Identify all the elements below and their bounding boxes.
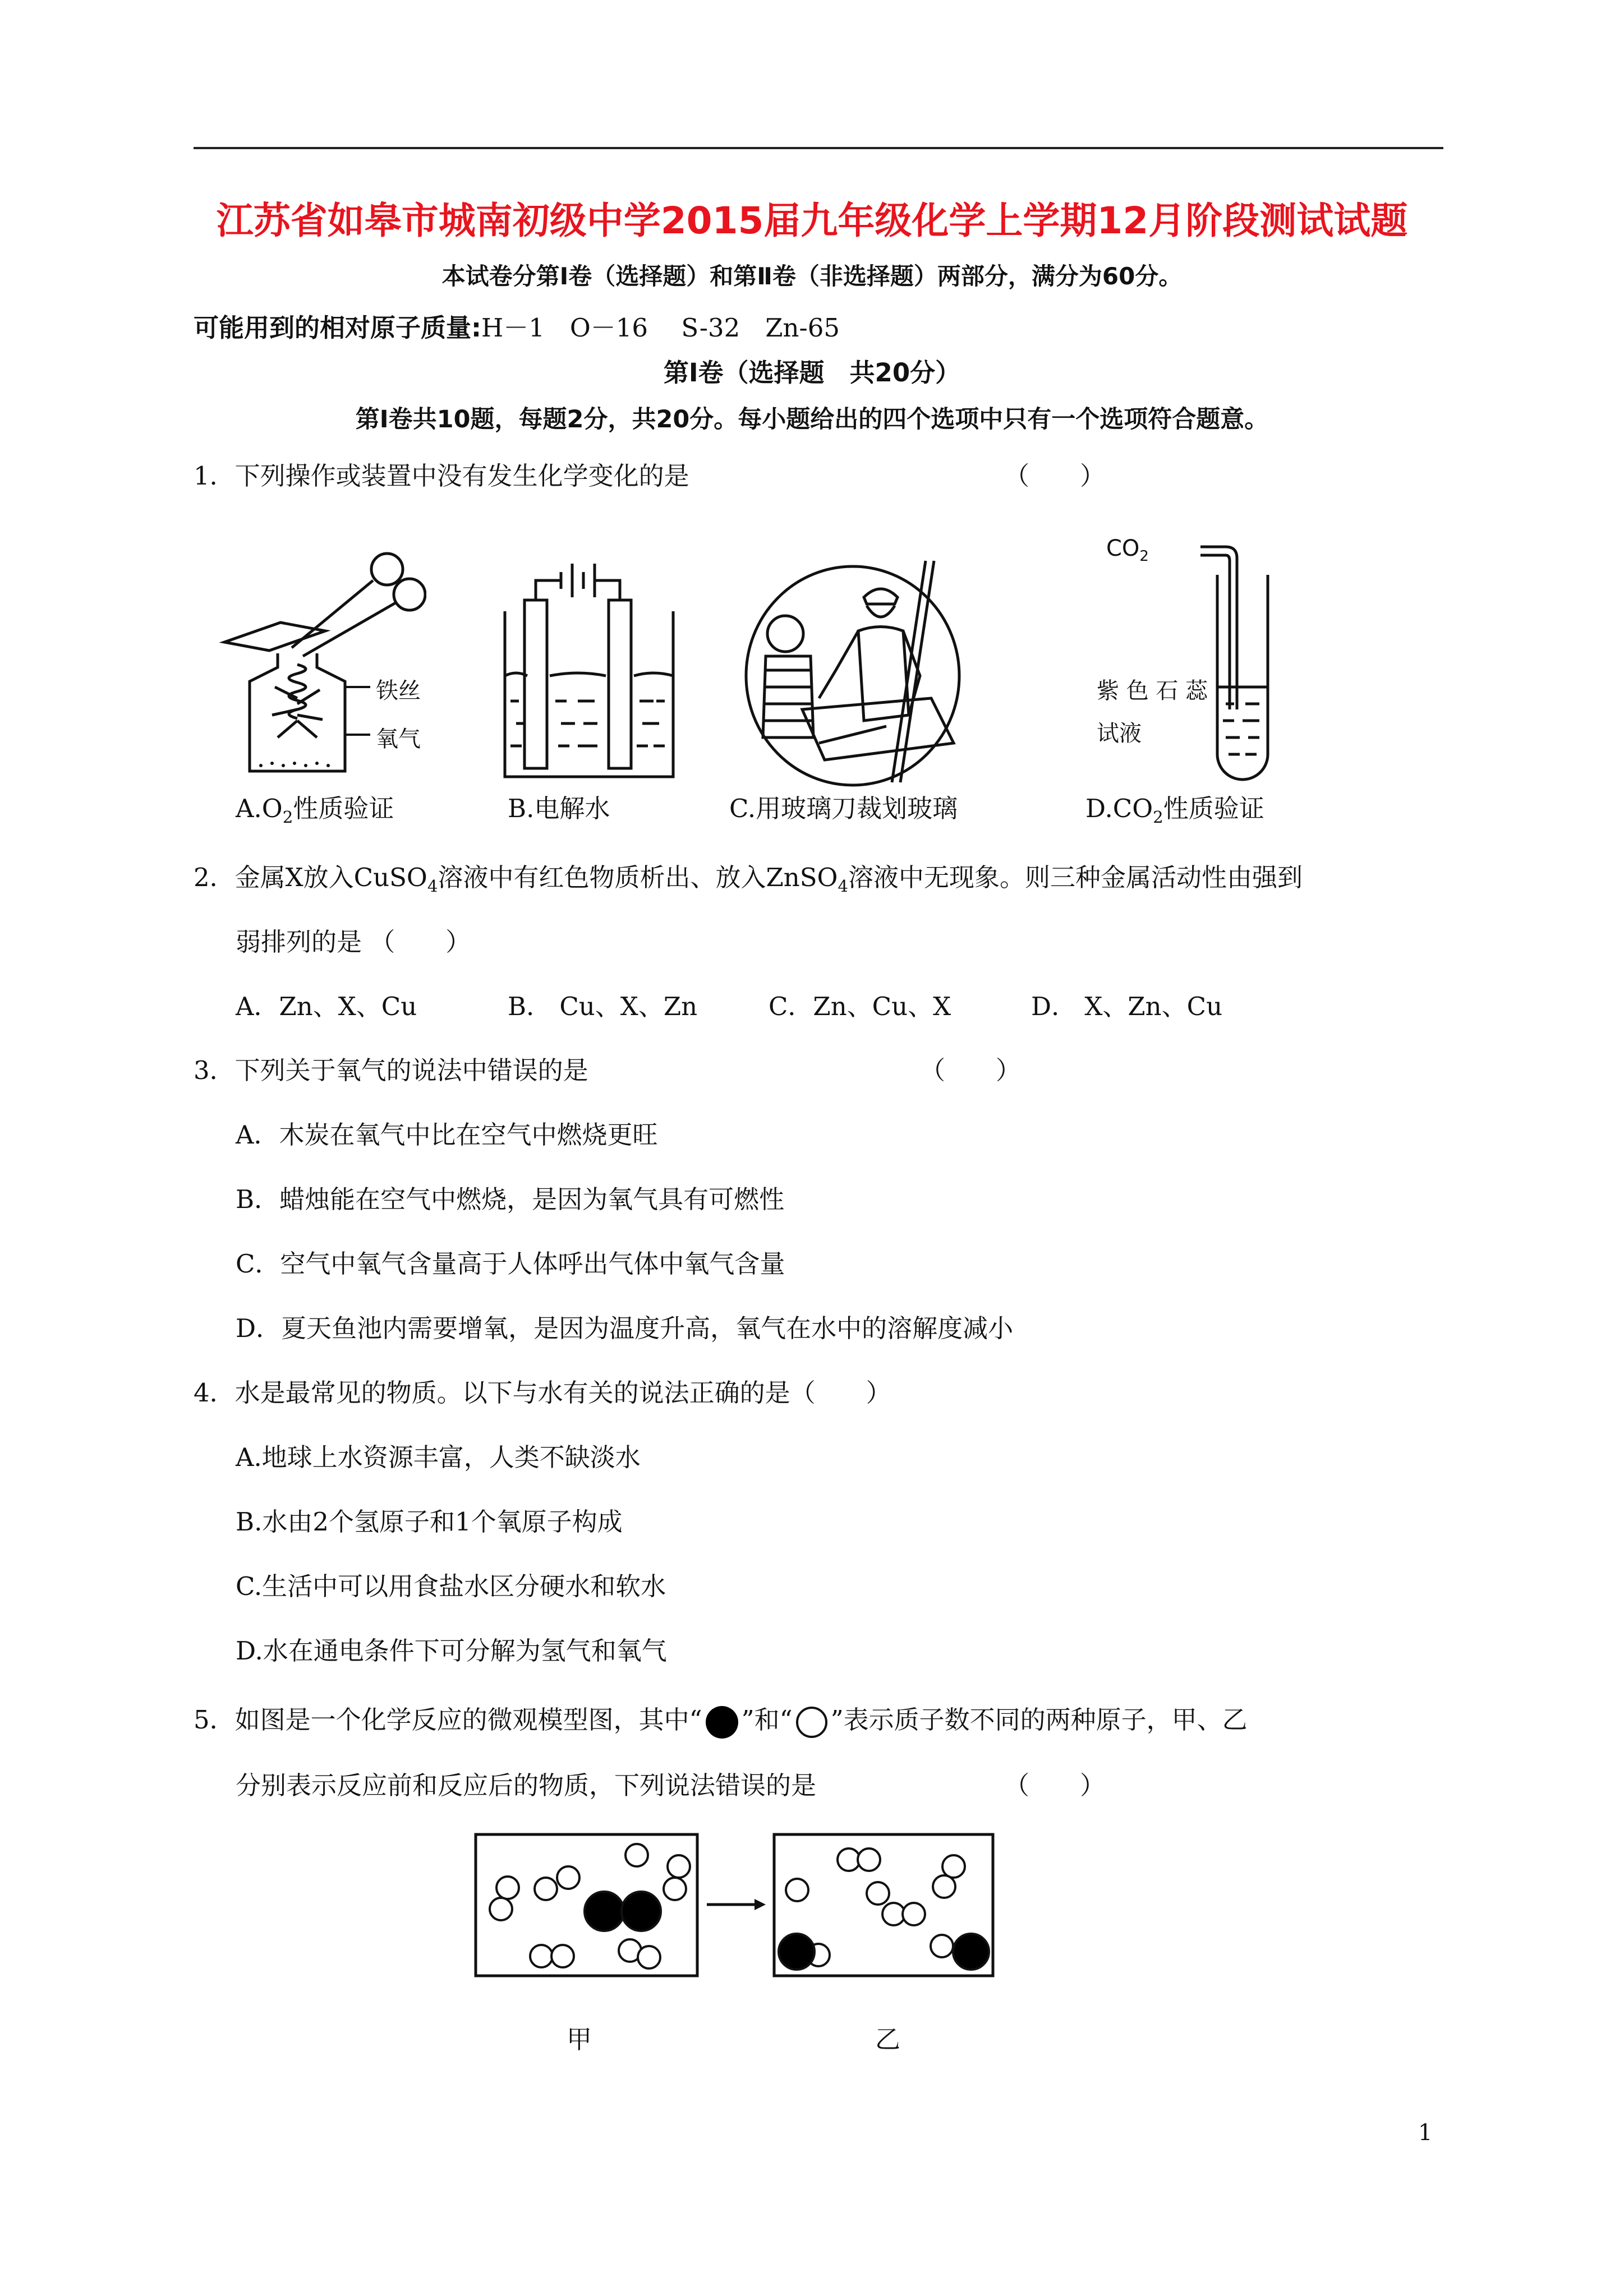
q3-option-d: D．夏天鱼池内需要增氧，是因为温度升高，氧气在水中的溶解度减小 bbox=[236, 1313, 1014, 1343]
label-jia: 甲 bbox=[567, 2025, 592, 2054]
page-number: 1 bbox=[1418, 2120, 1433, 2146]
q1-option-b: B.电解水 bbox=[508, 794, 610, 823]
q4-stem: 4．水是最常见的物质。以下与水有关的说法正确的是（ ） bbox=[194, 1378, 891, 1408]
label-yi: 乙 bbox=[875, 2025, 901, 2054]
figure-molecular-model bbox=[474, 1833, 996, 1979]
q4-option-a: A.地球上水资源丰富，人类不缺淡水 bbox=[236, 1442, 641, 1472]
q5-stem: 5．如图是一个化学反应的微观模型图，其中“ ”和“ ”表示质子数不同的两种原子，甲、乙 bbox=[194, 1699, 1248, 1739]
q1-option-a: $A.O_2$性质验证 bbox=[236, 794, 394, 827]
q4-option-b: B.水由2个氢原子和1个氧原子构成 bbox=[236, 1507, 623, 1537]
q3-option-c: C．空气中氧气含量高于人体呼出气体中氧气含量 bbox=[236, 1249, 785, 1279]
header-rule bbox=[194, 147, 1443, 149]
label-co2-arrow: $CO_2$ bbox=[1106, 536, 1149, 565]
q2-stem: 2．金属X放入CuSO$_4$溶液中有红色物质析出、放入ZnSO$_4$溶液中无现象。则三种金属活动性由强到 bbox=[194, 863, 1303, 896]
q2-stem-line2: 弱排列的是 （ ） bbox=[236, 927, 471, 957]
q1-answer-paren: （ ） bbox=[1004, 461, 1106, 491]
q3-stem: 3．下列关于氧气的说法中错误的是 bbox=[194, 1055, 588, 1085]
q2-option-c: C．Zn、Cu、X bbox=[769, 992, 951, 1021]
atomic-mass-values: H－1 O－16 S-32 Zn-65 bbox=[481, 313, 840, 343]
q3-option-a: A．木炭在氧气中比在空气中燃烧更旺 bbox=[236, 1120, 658, 1150]
q1-option-d: $D.CO_2$性质验证 bbox=[1085, 794, 1264, 827]
exam-intro: 本试卷分第Ⅰ卷（选择题）和第Ⅱ卷（非选择题）两部分，满分为60分。 bbox=[441, 262, 1183, 290]
atomic-mass-label: 可能用到的相对原子质量: bbox=[194, 313, 481, 343]
q3-answer-paren: （ ） bbox=[920, 1055, 1022, 1085]
q2-option-d: D． X、Zn、Cu bbox=[1031, 992, 1223, 1021]
exam-title: 江苏省如皋市城南初级中学2015届九年级化学上学期12月阶段测试试题 bbox=[216, 199, 1408, 242]
label-litmus-1: 紫 色 石 蕊 bbox=[1097, 678, 1208, 704]
label-oxygen: 氧气 bbox=[376, 726, 421, 752]
section1-heading: 第Ⅰ卷（选择题 共20分） bbox=[663, 358, 961, 388]
white-atom-icon bbox=[796, 1707, 827, 1738]
figure-b-electrolysis bbox=[494, 555, 684, 780]
q1-stem: 1．下列操作或装置中没有发生化学变化的是 bbox=[194, 461, 689, 491]
q4-option-c: C.生活中可以用食盐水区分硬水和软水 bbox=[236, 1571, 666, 1601]
label-litmus-2: 试液 bbox=[1097, 721, 1142, 746]
box-yi-atoms bbox=[779, 1848, 989, 1970]
q5-stem-line2: 分别表示反应前和反应后的物质，下列说法错误的是 bbox=[236, 1771, 817, 1800]
box-jia-atoms bbox=[490, 1844, 690, 1968]
q4-option-d: D.水在通电条件下可分解为氢气和氧气 bbox=[236, 1636, 667, 1666]
q1-option-c: C.用玻璃刀裁划玻璃 bbox=[729, 794, 958, 823]
q5-answer-paren: （ ） bbox=[1004, 1771, 1106, 1800]
figure-c-glass-cutting bbox=[740, 558, 976, 788]
label-iron-wire: 铁丝 bbox=[376, 678, 421, 704]
section1-instruction: 第Ⅰ卷共10题，每题2分，共20分。每小题给出的四个选项中只有一个选项符合题意。 bbox=[355, 405, 1269, 434]
figure-d-co2-test-tube bbox=[1195, 530, 1279, 782]
black-atom-icon bbox=[706, 1706, 738, 1739]
q2-option-b: B． Cu、X、Zn bbox=[508, 992, 698, 1021]
q3-option-b: B．蜡烛能在空气中燃烧，是因为氧气具有可燃性 bbox=[236, 1184, 785, 1214]
q2-option-a: A．Zn、X、Cu bbox=[236, 992, 417, 1021]
atomic-mass-line bbox=[194, 307, 840, 344]
